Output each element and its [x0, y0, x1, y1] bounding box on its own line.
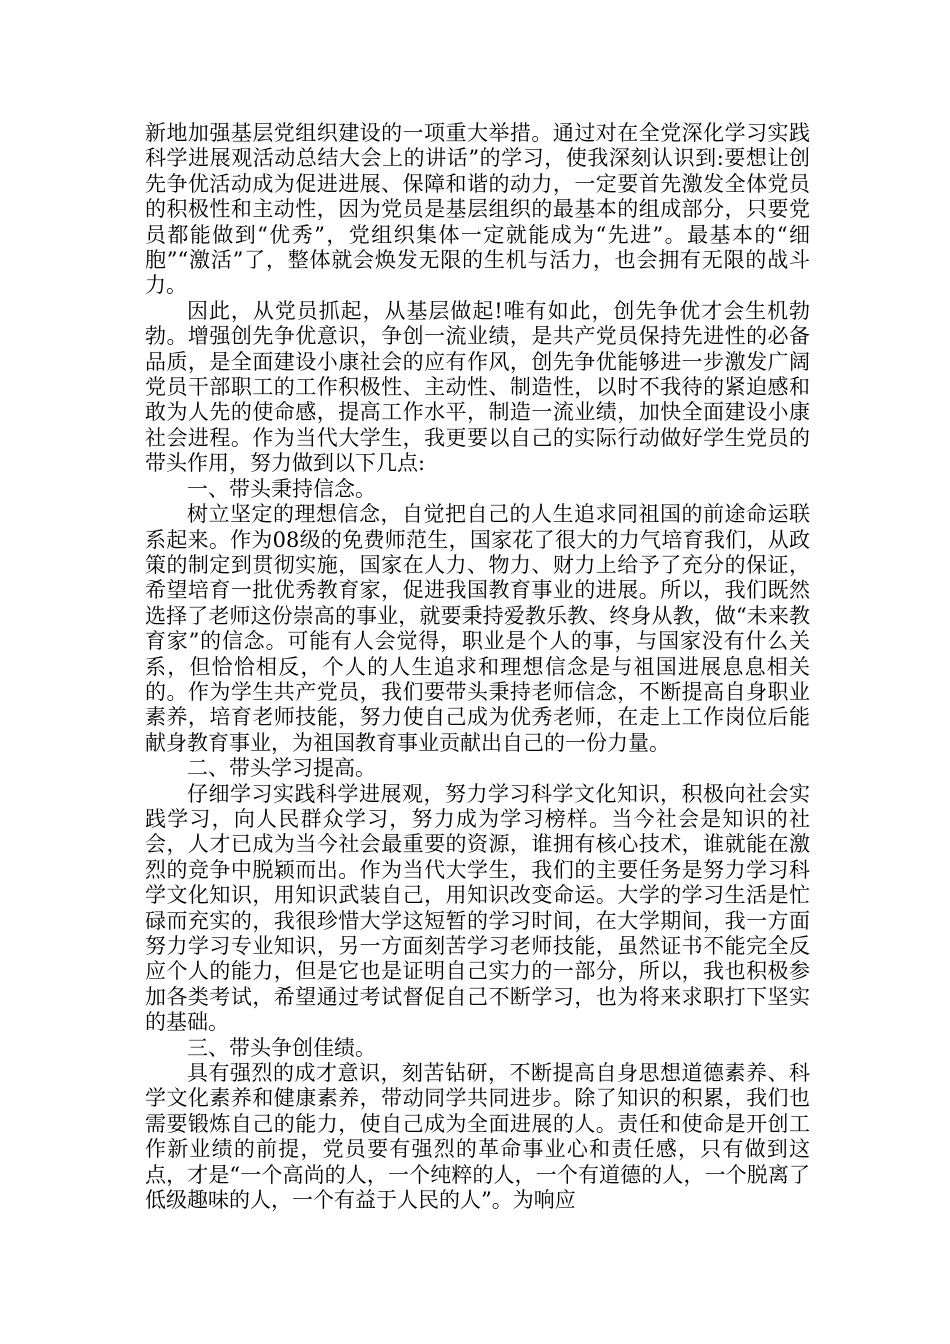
section-heading: 一、带头秉持信念。	[187, 476, 376, 501]
body-paragraph: 具有强烈的成才意识，刻苦钻研，不断提高自身思想道德素养、科学文化素养和健康素养，带动同学共同进步。除了知识的积累，我们也需要锻炼自己的能力，使自己成为全面进展的人。责任和使命是开创工作新业绩的前提，党员要有强烈的革命事业心和责任感，只有做到这点，才是“一个高尚的人，一个纯粹的人，一个有道德的人，一个脱离了低级趣味的人，一个有益于人民的人”。为响应	[145, 1061, 810, 1213]
section-heading: 二、带头学习提高。	[187, 756, 376, 781]
document-page	[145, 121, 810, 1213]
body-paragraph: 树立坚定的理想信念，自觉把自己的人生追求同祖国的前途命运联系起来。作为08级的免费师范生，国家花了很大的力气培育我们，从政策的制定到贯彻实施，国家在人力、物力、财力上给予了充分的保证，希望培育一批优秀教育家，促进我国教育事业的进展。所以，我们既然选择了老师这份崇高的事业，就要秉持爱教乐教、终身从教，做“未来教育家”的信念。可能有人会觉得，职业是个人的事，与国家没有什么关系，但恰恰相反，个人的人生追求和理想信念是与祖国进展息息相关的。作为学生共产党员，我们要带头秉持老师信念，不断提高自身职业素养，培育老师技能，努力使自己成为优秀老师，在走上工作岗位后能献身教育事业，为祖国教育事业贡献出自己的一份力量。	[145, 502, 810, 755]
body-paragraph: 新地加强基层党组织建设的一项重大举措。通过对在全党深化学习实践科学进展观活动总结大会上的讲话”的学习，使我深刻认识到:要想让创先争优活动成为促进进展、保障和谐的动力，一定要首先激发全体党员的积极性和主动性，因为党员是基层组织的最基本的组成部分，只要党员都能做到“优秀”，党组织集体一定就能成为“先进”。最基本的“细胞”“激活”了，整体就会焕发无限的生机与活力，也会拥有无限的战斗力。	[145, 121, 810, 298]
body-paragraph: 因此，从党员抓起，从基层做起!唯有如此，创先争优才会生机勃勃。增强创先争优意识，争创一流业绩，是共产党员保持先进性的必备品质，是全面建设小康社会的应有作风，创先争优能够进一步激发广阔党员干部职工的工作积极性、主动性、制造性，以时不我待的紧迫感和敢为人先的使命感，提高工作水平，制造一流业绩，加快全面建设小康社会进程。作为当代大学生，我更要以自己的实际行动做好学生党员的带头作用，努力做到以下几点:	[145, 298, 810, 476]
section-heading: 三、带头争创佳绩。	[187, 1035, 376, 1060]
body-paragraph: 仔细学习实践科学进展观，努力学习科学文化知识，积极向社会实践学习，向人民群众学习，努力成为学习榜样。当今社会是知识的社会，人才已成为当今社会最重要的资源，谁拥有核心技术，谁就能在激烈的竞争中脱颖而出。作为当代大学生，我们的主要任务是努力学习科学文化知识，用知识武装自己，用知识改变命运。大学的学习生活是忙碌而充实的，我很珍惜大学这短暂的学习时间，在大学期间，我一方面努力学习专业知识，另一方面刻苦学习老师技能，虽然证书不能完全反应个人的能力，但是它也是证明自己实力的一部分，所以，我也积极参加各类考试，希望通过考试督促自己不断学习，也为将来求职打下坚实的基础。	[145, 781, 810, 1035]
